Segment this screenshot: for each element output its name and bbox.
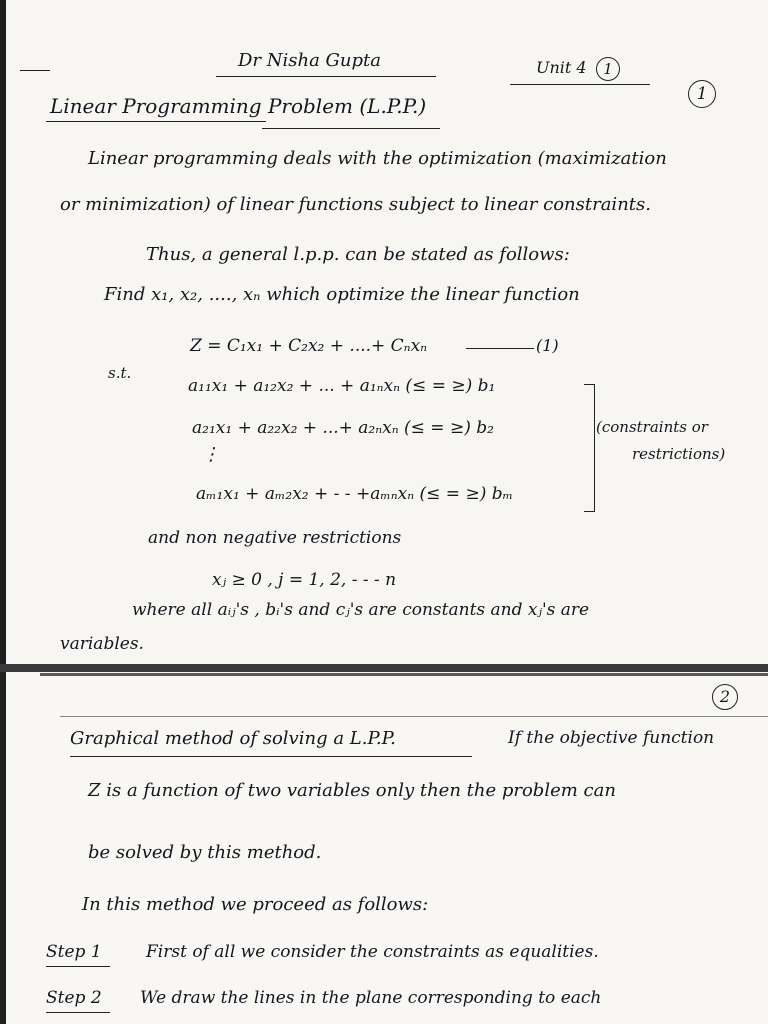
step-2-label: Step 2 xyxy=(46,988,102,1008)
constraints-bracket xyxy=(584,384,595,512)
header-rule xyxy=(60,716,768,717)
st-label: s.t. xyxy=(108,364,132,382)
bracket-label-2: restrictions) xyxy=(632,445,726,463)
author-underline xyxy=(216,76,436,77)
step-2-underline xyxy=(46,1012,110,1013)
heading-underline xyxy=(70,756,472,757)
graphical-method-heading: Graphical method of solving a L.P.P. xyxy=(70,728,396,749)
unit-circle-number: 1 xyxy=(596,57,620,81)
unit-label: Unit 4 xyxy=(536,58,587,77)
objective-dash xyxy=(466,348,534,349)
constraint-1: a₁₁x₁ + a₁₂x₂ + ... + a₁ₙxₙ (≤ = ≥) b₁ xyxy=(188,376,496,396)
page2-line-4: In this method we proceed as follows: xyxy=(82,894,429,915)
step-2-text: We draw the lines in the plane corresponding to each xyxy=(140,988,602,1008)
margin-mark xyxy=(20,70,50,71)
constraint-m: aₘ₁x₁ + aₘ₂x₂ + - - +aₘₙxₙ (≤ = ≥) bₘ xyxy=(196,484,514,504)
nonnegative-equation: xⱼ ≥ 0 , j = 1, 2, - - - n xyxy=(212,570,397,590)
page2-line-2: Z is a function of two variables only then the problem can xyxy=(88,780,616,801)
general-lpp-line: Thus, a general l.p.p. can be stated as follows: xyxy=(146,244,570,265)
step-1-underline xyxy=(46,966,110,967)
page-number-circle: 1 xyxy=(688,80,716,108)
notes-page-2 xyxy=(0,672,768,1024)
page-number-circle-2: 2 xyxy=(712,684,738,710)
nonnegative-line: and non negative restrictions xyxy=(148,528,402,548)
constraint-2: a₂₁x₁ + a₂₂x₂ + ...+ a₂ₙxₙ (≤ = ≥) b₂ xyxy=(192,418,494,438)
variables-line: variables. xyxy=(60,634,144,654)
page-edge-shadow xyxy=(0,0,6,664)
objective-tag: (1) xyxy=(536,336,559,355)
heading-rest: If the objective function xyxy=(508,728,715,748)
step-1-text: First of all we consider the constraints as equalities. xyxy=(146,942,599,962)
intro-line-2: or minimization) of linear functions subject to linear constraints. xyxy=(60,194,651,215)
where-line: where all aᵢⱼ's , bᵢ's and cⱼ's are constants and xⱼ's are xyxy=(132,600,590,620)
find-line: Find x₁, x₂, ...., xₙ which optimize the linear function xyxy=(104,284,580,305)
unit-underline xyxy=(510,84,650,85)
bracket-label-1: (constraints or xyxy=(596,418,708,436)
title-underline-2 xyxy=(262,128,440,129)
title-underline xyxy=(46,121,266,122)
objective-function: Z = C₁x₁ + C₂x₂ + ....+ Cₙxₙ xyxy=(190,336,428,356)
vertical-dots: ⋮ xyxy=(202,444,220,465)
step-1-label: Step 1 xyxy=(46,942,102,962)
page-title: Linear Programming Problem (L.P.P.) xyxy=(50,94,427,118)
page2-line-3: be solved by this method. xyxy=(88,842,322,863)
author-name: Dr Nisha Gupta xyxy=(238,50,382,71)
page-top-edge xyxy=(40,673,768,676)
page-edge-shadow-2 xyxy=(0,672,6,1024)
intro-line-1: Linear programming deals with the optimization (maximization xyxy=(88,148,667,169)
